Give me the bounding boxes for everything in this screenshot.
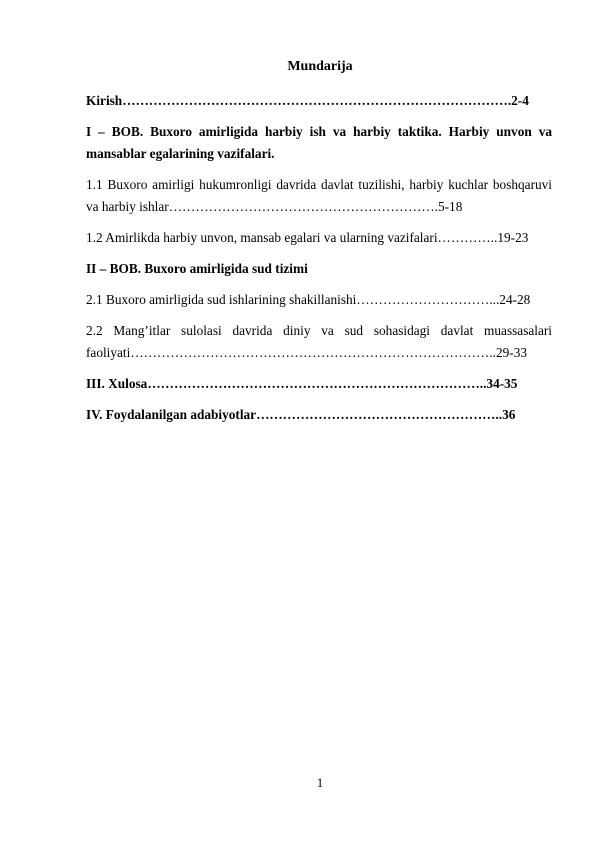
toc-entry-leader: ………………………………………………………………… — [147, 376, 480, 391]
table-of-contents — [86, 90, 552, 435]
toc-entry-pages: ..29-33 — [489, 345, 527, 360]
toc-entry-leader: ………… — [437, 230, 491, 245]
toc-entry-pages: .5-18 — [434, 199, 463, 214]
toc-entry-leader: ……………………………………………… — [256, 407, 496, 422]
toc-entry-text: III. Xulosa — [86, 376, 148, 391]
page-number: 1 — [316, 775, 324, 790]
toc-entry-text: 2.2 Mang’itlar sulolasi davrida diniy va sud sohasidagi davlat muassasalari faoliyati — [86, 323, 552, 360]
toc-entry-text: Kirish — [86, 93, 123, 108]
toc-entry-text: I – BOB. Buxoro amirligida harbiy ish va harbiy taktika. Harbiy unvon va mansablar egalarining vazifalari. — [86, 124, 552, 161]
toc-entry-leader: …………………………………………………… — [168, 199, 435, 214]
toc-entry-leader: ……………………………………………………………………… — [130, 345, 490, 360]
toc-title: Mundarija — [287, 59, 353, 74]
toc-entry-s11 — [86, 174, 552, 218]
toc-entry-text: II – BOB. Buxoro amirligida sud tizimi — [86, 261, 308, 276]
toc-entry-bob2 — [86, 258, 552, 280]
toc-entry-xulosa — [86, 373, 552, 395]
toc-entry-leader: ………………………… — [356, 292, 490, 307]
toc-entry-text: IV. Foydalanilgan adabiyotlar — [86, 407, 257, 422]
toc-entry-s22 — [86, 320, 552, 364]
toc-entry-text: 1.1 Buxoro amirligi hukumronligi davrida davlat tuzilishi, harbiy kuchlar boshqaruvi va harbiy ishlar — [86, 177, 552, 214]
toc-entry-pages: ..19-23 — [490, 230, 529, 245]
toc-entry-pages: ..36 — [495, 407, 516, 422]
toc-entry-text: 1.2 Amirlikda harbiy unvon, mansab egalari va ularning vazifalari — [86, 230, 438, 245]
toc-entry-adabiyot — [86, 404, 552, 426]
toc-entry-bob1 — [86, 121, 552, 165]
toc-entry-leader: …………………………………………………………………………… — [122, 93, 508, 108]
toc-entry-pages: ..34-35 — [479, 376, 518, 391]
toc-entry-kirish — [86, 90, 552, 112]
toc-entry-pages: .2-4 — [507, 93, 529, 108]
toc-entry-pages: ...24-28 — [489, 292, 531, 307]
toc-entry-s12 — [86, 227, 552, 249]
toc-entry-text: 2.1 Buxoro amirligida sud ishlarining shakillanishi — [86, 292, 357, 307]
toc-entry-s21 — [86, 289, 552, 311]
